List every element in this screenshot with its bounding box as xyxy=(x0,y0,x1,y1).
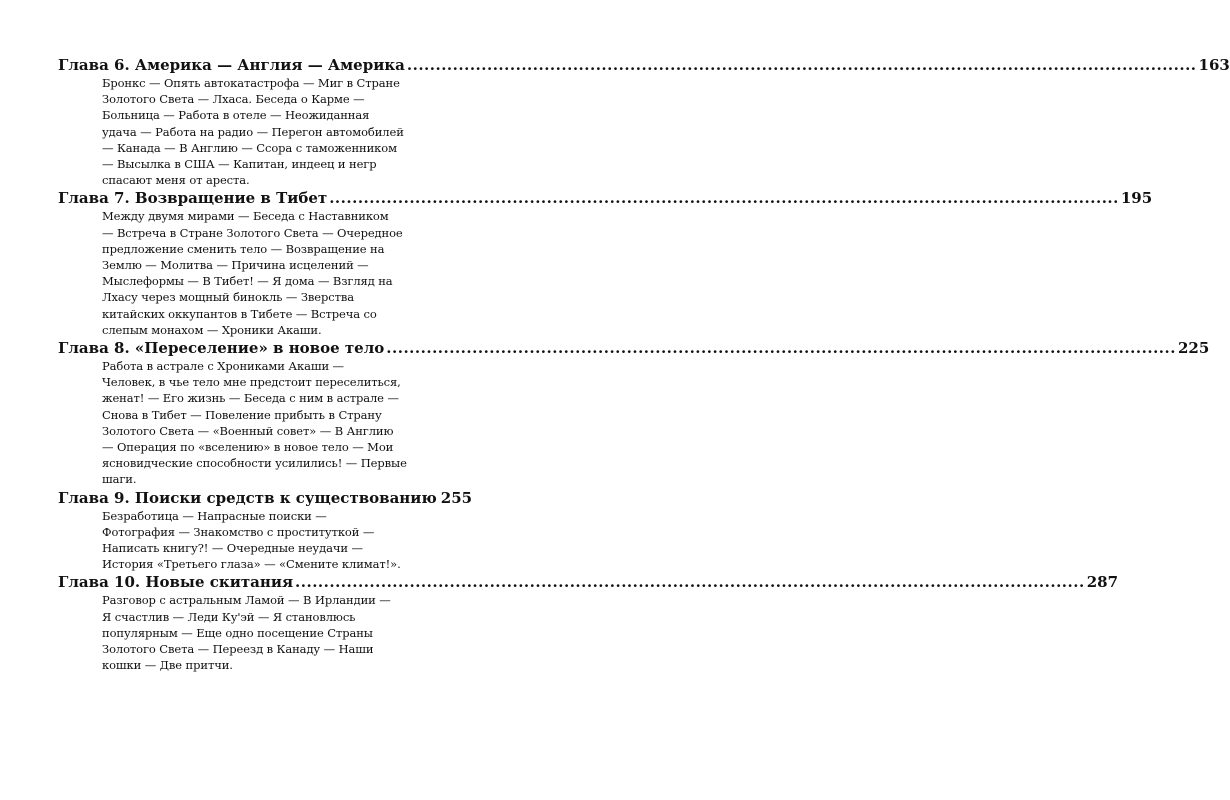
summary-line: — Операция по «вселению» в новое тело — Мои xyxy=(102,440,394,455)
summary-line: Золотого Света — Лхаса. Беседа о Карме — xyxy=(102,92,365,107)
page-number: 163 xyxy=(1198,56,1230,74)
chapter-heading[interactable] xyxy=(58,188,1153,208)
table-of-contents xyxy=(58,55,1230,674)
summary-line: удача — Работа на радио — Перегон автомобилей xyxy=(102,124,404,139)
chapter-summary xyxy=(102,75,468,188)
toc-entry-chapter-10 xyxy=(58,572,1119,673)
dot-leader xyxy=(329,188,1119,208)
summary-line: шаги. xyxy=(102,472,137,487)
summary-line: Больница — Работа в отеле — Неожиданная xyxy=(102,108,370,123)
summary-line: спасают меня от ареста. xyxy=(102,173,250,188)
chapter-heading[interactable] xyxy=(58,488,473,508)
toc-entry-chapter-6 xyxy=(58,55,1230,188)
page-number: 287 xyxy=(1086,573,1119,592)
chapter-heading[interactable] xyxy=(58,338,1210,358)
chapter-title: Глава 10. Новые скитания xyxy=(58,573,294,592)
summary-line: кошки — Две притчи. xyxy=(102,658,233,673)
chapter-summary xyxy=(102,592,468,673)
chapter-heading[interactable] xyxy=(58,572,1119,592)
summary-line: популярным — Еще одно посещение Страны xyxy=(102,625,373,640)
summary-line: ясновидческие способности усилились! — Первые xyxy=(102,456,407,471)
chapter-summary xyxy=(102,358,468,488)
chapter-heading[interactable] xyxy=(58,55,1230,75)
summary-line: Золотого Света — «Военный совет» — В Англию xyxy=(102,423,394,438)
toc-entry-chapter-7 xyxy=(58,188,1153,338)
summary-line: — Встреча в Стране Золотого Света — Очередное xyxy=(102,225,403,240)
summary-line: Фотография — Знакомство с проституткой — xyxy=(102,524,375,539)
summary-line: Лхасу через мощный бинокль — Зверства xyxy=(102,290,354,305)
summary-line: Снова в Тибет — Повеление прибыть в Страну xyxy=(102,407,382,422)
toc-entry-chapter-8 xyxy=(58,338,1210,488)
summary-line: Разговор с астральным Ламой — В Ирландии — xyxy=(102,593,391,608)
dot-leader xyxy=(407,55,1197,75)
toc-entry-chapter-9 xyxy=(58,488,473,573)
summary-line: Бронкс — Опять автокатастрофа — Миг в Стране xyxy=(102,76,400,90)
page-number: 255 xyxy=(440,488,473,507)
summary-line: История «Третьего глаза» — «Смените климат!». xyxy=(102,557,401,572)
dot-leader xyxy=(386,338,1176,358)
chapter-title: Глава 8. «Переселение» в новое тело xyxy=(58,339,385,358)
summary-line: — Высылка в США — Капитан, индеец и негр xyxy=(102,157,377,172)
summary-line: Я счастлив — Леди Ку'эй — Я становлюсь xyxy=(102,609,356,624)
summary-line: Написать книгу?! — Очередные неудачи — xyxy=(102,541,363,556)
summary-line: слепым монахом — Хроники Акаши. xyxy=(102,322,322,337)
chapter-summary xyxy=(102,508,468,573)
summary-line: Работа в астрале с Хрониками Акаши — xyxy=(102,359,344,374)
page-number: 225 xyxy=(1177,339,1210,358)
summary-line: предложение сменить тело — Возвращение на xyxy=(102,241,385,256)
chapter-title: Глава 9. Поиски средств к существованию xyxy=(58,488,437,507)
summary-line: Золотого Света — Переезд в Канаду — Наши xyxy=(102,642,374,657)
summary-line: Между двумя мирами — Беседа с Наставником xyxy=(102,209,389,224)
chapter-title: Глава 7. Возвращение в Тибет xyxy=(58,189,328,208)
page-number: 195 xyxy=(1120,189,1153,208)
summary-line: Мыслеформы — В Тибет! — Я дома — Взгляд на xyxy=(102,274,393,289)
summary-line: Человек, в чье тело мне предстоит переселиться, xyxy=(102,375,401,390)
dot-leader xyxy=(295,572,1085,592)
chapter-summary xyxy=(102,208,468,338)
chapter-title: Глава 6. Америка — Англия — Америка xyxy=(58,56,405,74)
summary-line: китайских оккупантов в Тибете — Встреча со xyxy=(102,306,377,321)
summary-line: Безработица — Напрасные поиски — xyxy=(102,508,327,523)
summary-line: Землю — Молитва — Причина исцелений — xyxy=(102,258,369,273)
summary-line: — Канада — В Англию — Ссора с таможенником xyxy=(102,140,397,155)
summary-line: женат! — Его жизнь — Беседа с ним в астрале — xyxy=(102,391,399,406)
